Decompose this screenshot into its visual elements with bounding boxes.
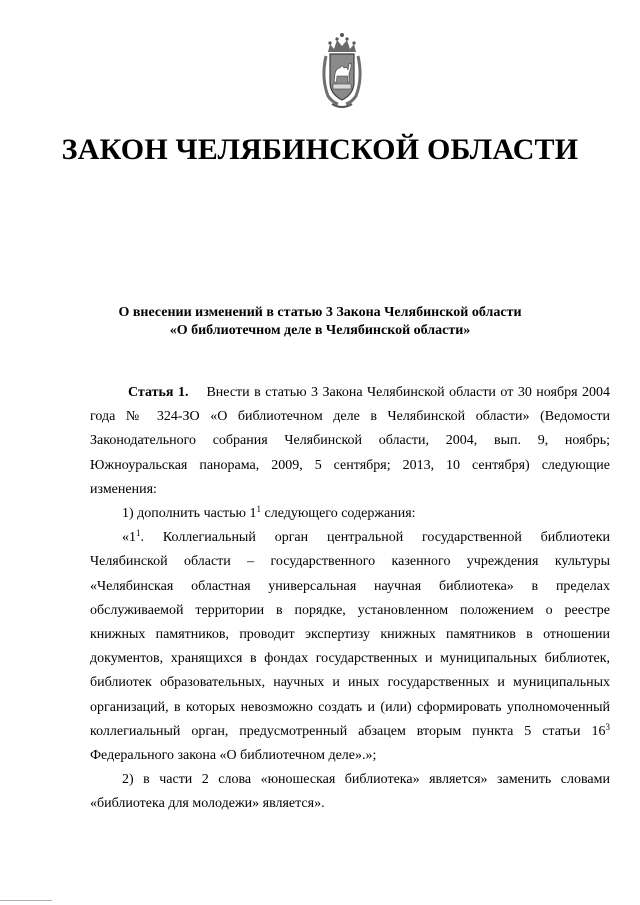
inserted-part-text: «$1^1$. Коллегиальный орган центральной государственной библиотеки Челябинской области – государственного казенного учреждения культуры «Челябинская областная универсальная научная библиотека» в пределах обслуживаемой территории в порядке, установленном положением о реестре книжных памятников, проводит экспертизу книжных памятников в отношении документов, хранящихся в фондах государственных и муниципальных библиотек, библиотек образовательных, научных и иных государственных и муниципальных организаций, в которых невозможно создать и (или) сформировать уполномоченный коллегиальный орган, предусмотренный абзацем вторым пункта 5 статьи $16^3$ Федерального закона «О библиотечном деле».»; [90, 528, 610, 764]
page-edge-mark [0, 900, 52, 901]
amendment-item-1: 1) дополнить частью $1^1$ следующего содержания: [122, 504, 416, 522]
amendment-item-2: 2) в части 2 слова «юношеская библиотека» является» заменить словами «библиотека для молодежи» является». [90, 772, 610, 812]
law-body [90, 381, 610, 817]
article-label: Статья 1. [128, 385, 189, 400]
law-subtitle [0, 304, 640, 340]
coat-of-arms-icon [318, 30, 366, 112]
subtitle-line-1: О внесении изменений в статью 3 Закона Челябинской области [118, 305, 522, 320]
law-title: ЗАКОН ЧЕЛЯБИНСКОЙ ОБЛАСТИ [61, 133, 579, 166]
subtitle-line-2: «О библиотечном деле в Челябинской области» [169, 323, 471, 338]
article-intro: Внести в статью 3 Закона Челябинской области от 30 ноября 2004 года № 324-ЗО «О библиотечном деле в Челябинской области» (Ведомости Законодательного собрания Челябинской области, 2004, вып. 9, ноябрь; Южноуральская панорама, 2009, 5 сентября; 2013, 10 сентября) следующие изменения: [90, 385, 610, 497]
article-1-paragraph [90, 381, 610, 502]
